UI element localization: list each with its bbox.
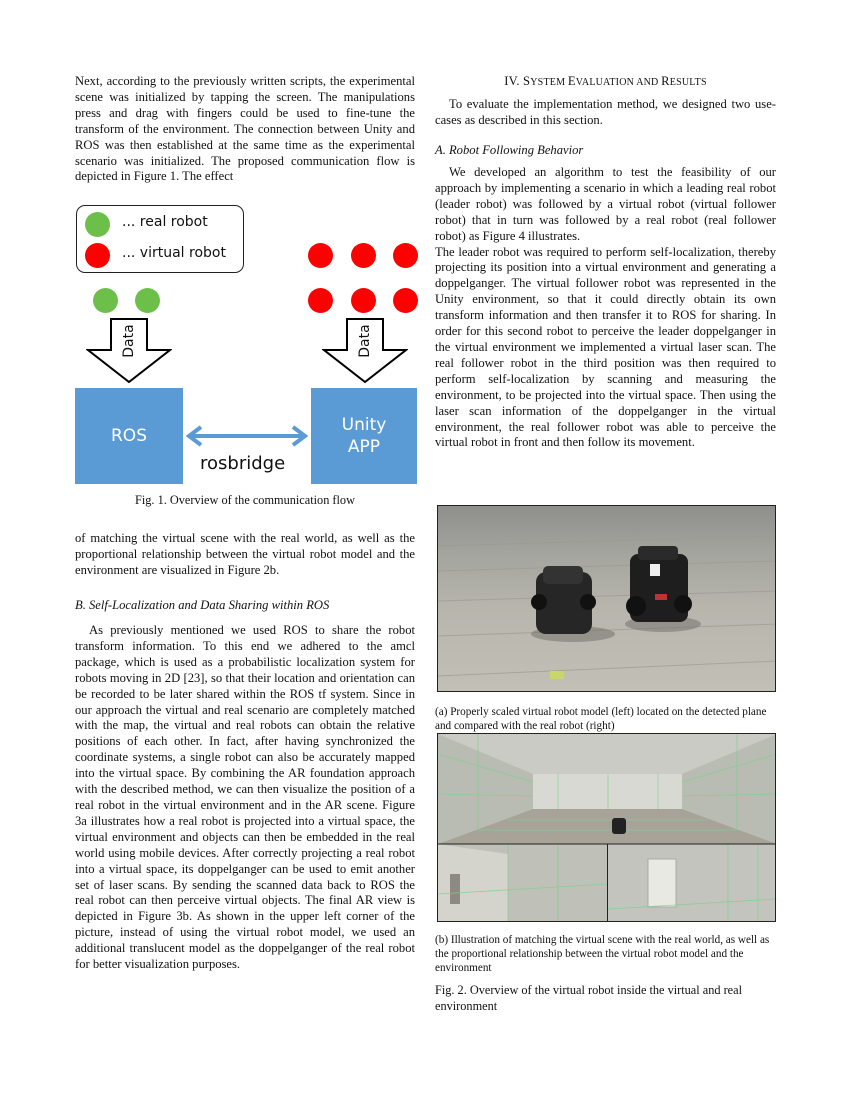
figure-2b-composite	[437, 733, 776, 922]
room-scene	[438, 734, 776, 922]
virtual-robot-dot	[393, 288, 418, 313]
right-para-1	[435, 165, 776, 451]
title-part: YSTEM	[530, 77, 568, 88]
ros-label: ROS	[111, 426, 147, 446]
unity-label: Unity	[341, 415, 387, 435]
data-label-right: Data	[357, 324, 373, 358]
floor-plank-lines	[438, 506, 776, 692]
title-part: S	[523, 74, 531, 88]
title-part: ESULTS	[669, 77, 707, 88]
left-para-1	[75, 74, 415, 185]
figure-2a-photo	[437, 505, 776, 692]
legend-green-dot	[85, 212, 110, 237]
real-robot-dot	[93, 288, 118, 313]
app-label: APP	[347, 437, 381, 457]
virtual-robot-in-room	[612, 818, 626, 834]
subsection-b-title: B. Self-Localization and Data Sharing within ROS	[75, 598, 330, 612]
section-iv-title	[435, 74, 776, 89]
left-para-3	[75, 623, 415, 973]
right-intro	[435, 97, 776, 129]
rosbridge-label: rosbridge	[200, 453, 286, 474]
figure-2a-caption: (a) Properly scaled virtual robot model (left) located on the detected plane and compared with the real robot (right)	[435, 706, 767, 732]
paragraph: of matching the virtual scene with the real world, as well as the proportional relationship between the virtual robot model and the environment are visualized in Figure 2b.	[75, 531, 415, 577]
ros-block	[75, 388, 183, 484]
data-label-left: Data	[121, 324, 137, 358]
figure-2b-caption: (b) Illustration of matching the virtual scene with the real world, as well as the proportional relationship between the virtual robot model and the environment	[435, 934, 770, 974]
title-part: VALUATION AND	[575, 77, 662, 88]
virtual-robot-dot	[308, 288, 333, 313]
virtual-robot-dot	[351, 243, 376, 268]
legend-virtual-label: ... virtual robot	[122, 245, 226, 261]
legend-red-dot	[85, 243, 110, 268]
real-robot-dot	[135, 288, 160, 313]
paragraph: As previously mentioned we used ROS to share the robot transform information. To this end we adhered to the amcl package, which is used as a probabilistic localization system for robots moving in 2D [23], so that their location and orientation can be recorded to be later shared within the ROS tf system. Since in our approach the virtual and real scenario are completely matched with the map, the virtual and real robots can obtain the relative positions of each other. In fact, after having synchronized the coordinate systems, a single robot can also be accurately mapped into the virtual space. By combining the AR foundation approach with the described method, we can then visualize the position of a real robot in the virtual environment and in the AR scene. Figure 3a illustrates how a real robot is projected into a virtual space, the virtual environment and objects can then be embedded in the real world using mobile devices. After correctly projecting a real robot into a virtual space, its doppelganger can be used to emit another set of laser scans. By sending the scanned data back to ROS the real robot can then perceive virtual objects. The final AR view is depicted in Figure 3b. As shown in the upper left corner of the picture, instead of using the virtual robot model, we used an additional translucent model as the doppelganger of the real robot for better visualization purposes.	[75, 623, 415, 972]
title-part: E	[567, 74, 576, 88]
virtual-robot-dot	[393, 243, 418, 268]
rosbridge-double-arrow	[183, 424, 311, 448]
figure-1-caption: Fig. 1. Overview of the communication flow	[135, 493, 355, 507]
paragraph: We developed an algorithm to test the feasibility of our approach by implementing a scenario in which a leading real robot (leader robot) was followed by a virtual robot (virtual follower robot) that in turn was followed by a real robot (real follower robot) as Figure 4 illustrates.	[435, 165, 776, 243]
left-para-2	[75, 531, 415, 579]
paragraph: Next, according to the previously written scripts, the experimental scene was initialized by tapping the screen. The manipulations press and drag with fingers could be used to fine-tune the transform of the environment. The connection between Unity and ROS was then established at the same time as the experimental scenario was initialized. The proposed communication flow is depicted in Figure 1. The effect	[75, 74, 415, 184]
figure-2-caption: Fig. 2. Overview of the virtual robot inside the virtual and real environment	[435, 983, 743, 1013]
legend-real-label: ... real robot	[122, 214, 208, 230]
title-part: R	[661, 74, 670, 88]
virtual-robot-dot	[308, 243, 333, 268]
paragraph: To evaluate the implementation method, we designed two use-cases as described in this section.	[435, 97, 776, 127]
subsection-a-title: A. Robot Following Behavior	[435, 143, 584, 157]
unity-app-block	[311, 388, 417, 484]
paragraph: The leader robot was required to perform self-localization, thereby projecting its position into a virtual environment and generating a doppelganger. The virtual follower robot was represented in the Unity environment, so that it could directly obtain its own transform information and then transfer it to ROS for sharing. In order for this second robot to perceive the leader doppelganger in the virtual environment we implemented a virtual laser scan. The real follower robot in the third position was then required to perform self-localization by scanning and measuring the environment, to be projected into the virtual space. Then using the laser scan information of the doppelganger in the virtual environment, the real follower robot was able to perceive the virtual robot in front and then follow its movement.	[435, 244, 776, 450]
section-number: IV.	[504, 74, 520, 88]
virtual-robot-dot	[351, 288, 376, 313]
